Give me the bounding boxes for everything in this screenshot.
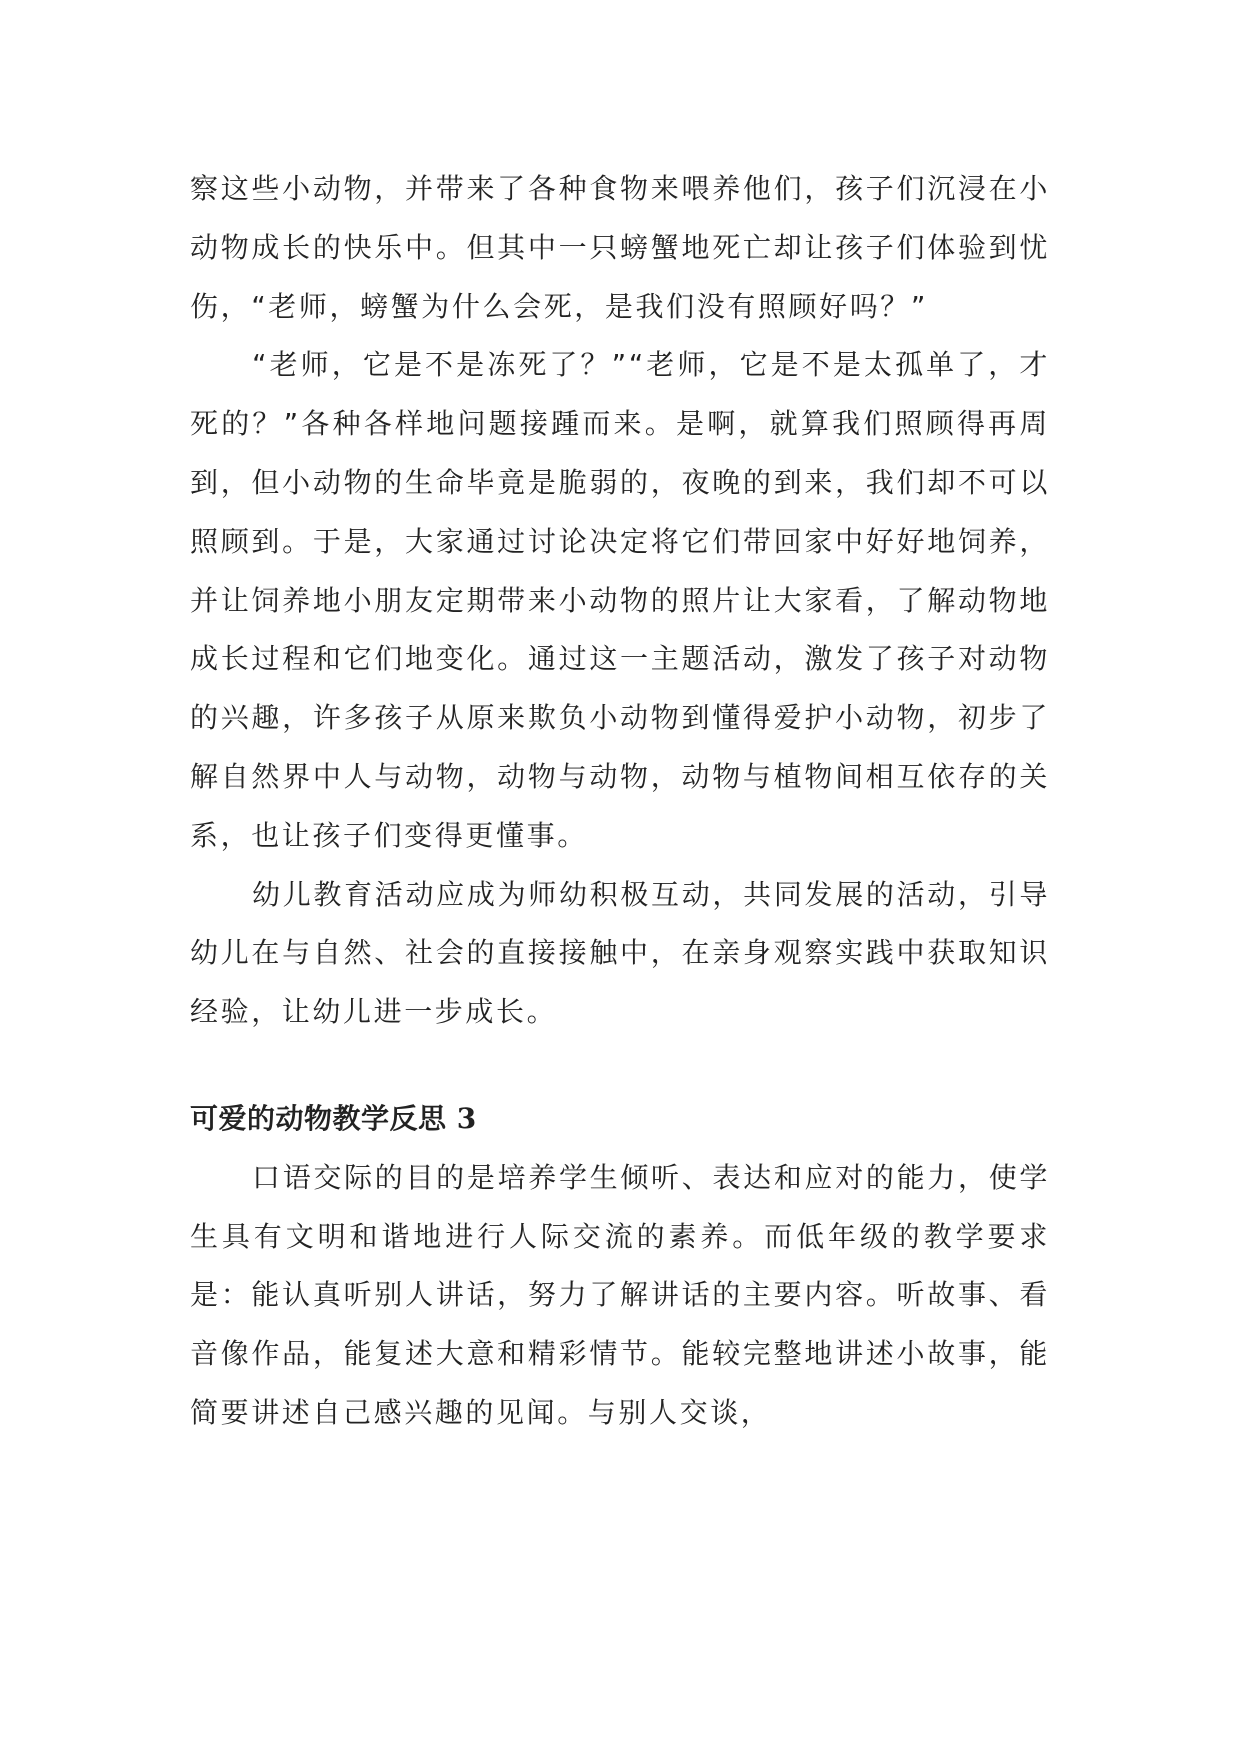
paragraph-oral-communication: 口语交际的目的是培养学生倾听、表达和应对的能力，使学生具有文明和谐地进行人际交流的素养。而低年级的教学要求是：能认真听别人讲话，努力了解讲话的主要内容。听故事、看音像作品，能复述大意和精彩情节。能较完整地讲述小故事，能简要讲述自己感兴趣的见闻。与别人交谈， — [190, 1160, 1050, 1429]
paragraph-children-questions: “老师，它是不是冻死了？”“老师，它是不是太孤单了，才死的？”各种各样地问题接踵而来。是啊，就算我们照顾得再周到，但小动物的生命毕竟是脆弱的，夜晚的到来，我们却不可以照顾到。于是，大家通过讨论决定将它们带回家中好好地饲养，并让饲养地小朋友定期带来小动物的照片让大家看，了解动物地成长过程和它们地变化。通过这一主题活动，激发了孩子对动物的兴趣，许多孩子从原来欺负小动物到懂得爱护小动物，初步了解自然界中人与动物，动物与动物，动物与植物间相互依存的关系，也让孩子们变得更懂事。 — [190, 348, 1050, 852]
paragraph-education-summary: 幼儿教育活动应成为师幼积极互动，共同发展的活动，引导幼儿在与自然、社会的直接接触中，在亲身观察实践中获取知识经验，让幼儿进一步成长。 — [190, 877, 1050, 1029]
section-title: 可爱的动物教学反思 3 — [190, 1101, 477, 1135]
document-body — [190, 160, 1050, 1443]
paragraph-continued: 察这些小动物，并带来了各种食物来喂养他们，孩子们沉浸在小动物成长的快乐中。但其中一只螃蟹地死亡却让孩子们体验到忧伤，“老师，螃蟹为什么会死，是我们没有照顾好吗？” — [190, 172, 1050, 323]
